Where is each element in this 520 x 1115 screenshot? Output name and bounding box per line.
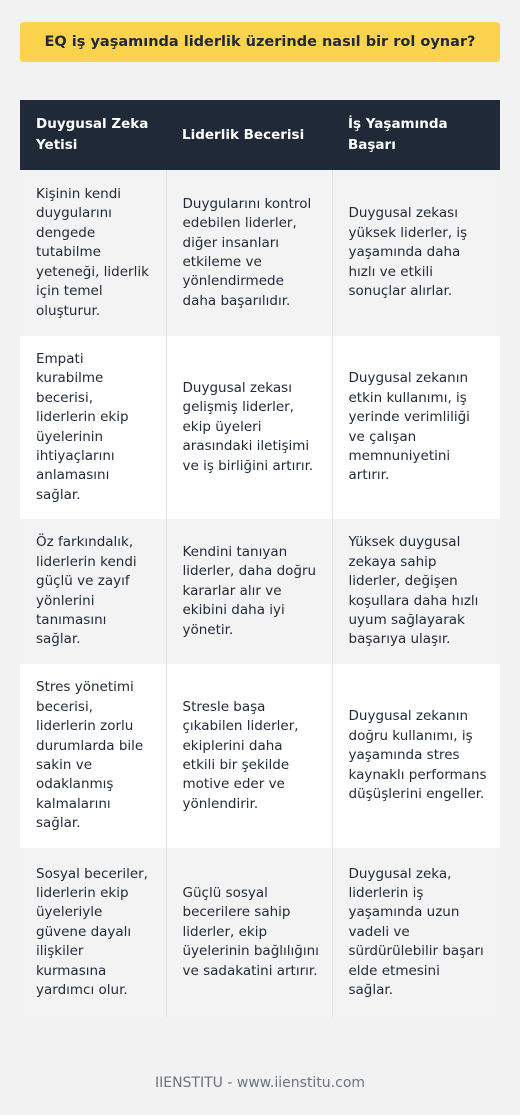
table-cell: Duygusal zekası gelişmiş liderler, ekip üyeleri arasındaki iletişimi ve iş birliğini artırır. [166,336,332,519]
table-cell: Empati kurabilme becerisi, liderlerin ekip üyelerinin ihtiyaçlarını anlamasını sağlar. [20,336,166,519]
table-cell: Kişinin kendi duygularını dengede tutabilme yeteneği, liderlik için temel oluşturur. [20,170,166,336]
table-cell: Sosyal beceriler, liderlerin ekip üyeleriyle güvene dayalı ilişkiler kurmasına yardımcı olur. [20,848,166,1017]
table-row [20,664,500,848]
table-header-row [20,100,500,170]
table-cell: Stresle başa çıkabilen liderler, ekiplerini daha etkili bir şekilde motive eder ve yönlendirir. [166,664,332,848]
column-header-eq-skill: Duygusal Zeka Yetisi [20,100,166,170]
table-row [20,336,500,519]
column-header-work-success: İş Yaşamında Başarı [332,100,500,170]
table-cell: Duygusal zekası yüksek liderler, iş yaşamında daha hızlı ve etkili sonuçlar alırlar. [332,170,500,336]
table-row [20,848,500,1017]
comparison-table [20,100,500,1017]
table-cell: Öz farkındalık, liderlerin kendi güçlü ve zayıf yönlerini tanımasını sağlar. [20,519,166,664]
table-cell: Yüksek duygusal zekaya sahip liderler, değişen koşullara daha hızlı uyum sağlayarak başarıya ulaşır. [332,519,500,664]
table-cell: Duygusal zekanın doğru kullanımı, iş yaşamında stres kaynaklı performans düşüşlerini engeller. [332,664,500,848]
table-row [20,170,500,336]
table-cell: Duygusal zekanın etkin kullanımı, iş yerinde verimliliği ve çalışan memnuniyetini artırır. [332,336,500,519]
table-cell: Güçlü sosyal becerilere sahip liderler, ekip üyelerinin bağlılığını ve sadakatini artırır. [166,848,332,1017]
table-cell: Duygularını kontrol edebilen liderler, diğer insanları etkileme ve yönlendirmede daha başarılıdır. [166,170,332,336]
table-cell: Kendini tanıyan liderler, daha doğru kararlar alır ve ekibini daha iyi yönetir. [166,519,332,664]
column-header-leadership-skill: Liderlik Becerisi [166,100,332,170]
table-cell: Duygusal zeka, liderlerin iş yaşamında uzun vadeli ve sürdürülebilir başarı elde etmesini sağlar. [332,848,500,1017]
table-row [20,519,500,664]
footer-credit: IIENSTITU - www.iienstitu.com [154,1075,366,1091]
page-title: EQ iş yaşamında liderlik üzerinde nasıl bir rol oynar? [44,34,476,50]
title-banner [20,22,500,62]
table-cell: Stres yönetimi becerisi, liderlerin zorlu durumlarda bile sakin ve odaklanmış kalmalarını sağlar. [20,664,166,848]
